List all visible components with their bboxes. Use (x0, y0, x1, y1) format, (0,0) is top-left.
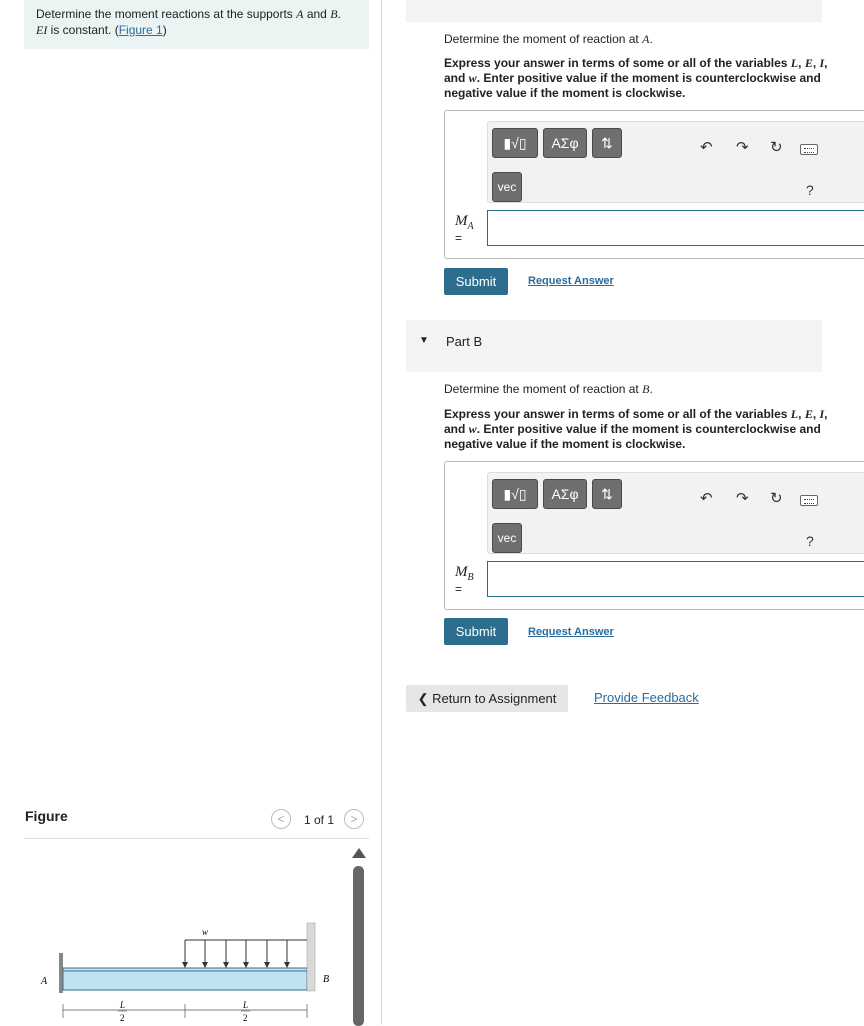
undo-icon[interactable]: ↶ (700, 139, 713, 156)
part-a-instr-text: Express your answer in terms of some or all of the variables (444, 56, 791, 70)
figure-count: 1 of 1 (304, 813, 335, 827)
figure-link[interactable]: Figure 1 (118, 23, 163, 37)
part-a-sub: A (467, 221, 474, 232)
part-b-var-w: w (468, 422, 477, 436)
scroll-up-icon[interactable] (352, 848, 366, 858)
chevron-right-icon[interactable]: > (344, 809, 364, 829)
problem-and: and (303, 7, 331, 21)
part-b-submit-button[interactable]: Submit (444, 618, 508, 645)
label-a: A (41, 976, 48, 987)
reset-icon[interactable]: ↻ (770, 490, 783, 507)
chevron-left-icon[interactable]: < (271, 809, 291, 829)
arrows-button[interactable]: ⇅ (592, 479, 622, 509)
right-panel (382, 0, 864, 1025)
part-b-m: M (455, 564, 468, 580)
caret-down-icon: ▼ (419, 335, 429, 346)
greek-button[interactable]: ΑΣφ (543, 128, 587, 158)
part-a-answer-box (444, 110, 864, 259)
problem-period: . (337, 7, 341, 21)
undo-icon[interactable]: ↶ (700, 490, 713, 507)
part-a-var-i: I (819, 56, 825, 70)
provide-feedback-link[interactable]: Provide Feedback (594, 690, 699, 705)
part-a-var-l: L (790, 56, 799, 70)
part-b-var: B (642, 382, 650, 396)
problem-statement (24, 0, 369, 49)
left-panel (0, 0, 382, 1025)
dim-l-2: L (243, 1000, 249, 1010)
part-a-prompt: Determine the moment of reaction at A. (444, 32, 653, 46)
part-b-request-answer[interactable]: Request Answer (528, 626, 614, 638)
redo-icon[interactable]: ↷ (736, 490, 749, 507)
return-to-assignment-button[interactable] (406, 685, 568, 712)
part-b-prompt: Determine the moment of reaction at B. (444, 382, 653, 396)
greek-button[interactable]: ΑΣφ (543, 479, 587, 509)
load-arrowheads (182, 962, 290, 968)
load-arrows (185, 940, 287, 966)
figure-divider (24, 838, 369, 839)
keyboard-icon[interactable] (800, 495, 818, 506)
support-b-wall (307, 923, 315, 991)
part-a-instr-text-2: . Enter positive value if the moment is counterclockwise and negative value if the moment is clockwise. (444, 71, 821, 100)
part-b-toolbar (487, 472, 864, 554)
problem-close: ) (162, 23, 167, 37)
figure-scrollbar[interactable] (353, 866, 364, 1026)
part-b-instr-text-2: . Enter positive value if the moment is counterclockwise and negative value if the moment is clockwise. (444, 422, 821, 451)
redo-icon[interactable]: ↷ (736, 139, 749, 156)
part-a-var-w: w (468, 71, 477, 85)
help-button[interactable]: ? (806, 182, 814, 198)
part-b-var-label (455, 564, 474, 583)
keyboard-icon[interactable] (800, 144, 818, 155)
vec-button[interactable]: vec (492, 172, 522, 202)
part-a-submit-button[interactable]: Submit (444, 268, 508, 295)
part-b-instructions: Express your answer in terms of some or all of the variables L, E, I, and w. Enter positive value if the moment is counterclockwise and negative value if the moment is clockwise. (444, 407, 828, 451)
part-a-var: A (642, 32, 650, 46)
dim-l-1: L (120, 1000, 126, 1010)
part-b-header[interactable] (406, 320, 822, 372)
var-b: B (330, 7, 338, 21)
part-a-toolbar (487, 121, 864, 203)
label-w: w (202, 927, 209, 937)
return-label: Return to Assignment (432, 691, 557, 706)
label-b: B (323, 974, 330, 985)
templates-button[interactable]: ▮√▯ (492, 128, 538, 158)
part-a-prompt-text: Determine the moment of reaction at (444, 32, 643, 46)
part-a-m: M (455, 213, 468, 229)
templates-button[interactable]: ▮√▯ (492, 479, 538, 509)
part-b-title: Part B (446, 334, 483, 349)
part-a-header (406, 0, 822, 22)
part-b-answer-input[interactable] (487, 561, 864, 597)
part-a-answer-input[interactable] (487, 210, 864, 246)
part-a-instructions: Express your answer in terms of some or all of the variables L, E, I, and w. Enter positive value if the moment is counterclockwise and negative value if the moment is clockwise. (444, 56, 828, 100)
part-b-var-e: E (804, 407, 813, 421)
var-ei: EI (36, 23, 48, 37)
var-a: A (296, 7, 304, 21)
part-b-answer-box (444, 461, 864, 610)
part-b-prompt-text: Determine the moment of reaction at (444, 382, 643, 396)
help-button[interactable]: ? (806, 533, 814, 549)
part-a-request-answer[interactable]: Request Answer (528, 275, 614, 287)
part-b-equals: = (455, 582, 463, 596)
dim-two-1: 2 (120, 1013, 125, 1023)
chevron-left-icon: ❮ (417, 691, 433, 706)
part-a-var-label (455, 213, 474, 232)
beam-figure (24, 920, 344, 1025)
reset-icon[interactable]: ↻ (770, 139, 783, 156)
vec-button[interactable]: vec (492, 523, 522, 553)
part-b-instr-text: Express your answer in terms of some or all of the variables (444, 407, 791, 421)
part-b-var-i: I (819, 407, 825, 421)
part-a-var-e: E (804, 56, 813, 70)
figure-title: Figure (25, 808, 68, 824)
support-a-wall (59, 953, 63, 993)
part-b-sub: B (467, 572, 474, 583)
arrows-button[interactable]: ⇅ (592, 128, 622, 158)
part-a-equals: = (455, 231, 463, 245)
problem-text: Determine the moment reactions at the supports (36, 7, 297, 21)
problem-const: is constant. ( (47, 23, 119, 37)
dim-two-2: 2 (243, 1013, 248, 1023)
dimension-lines (63, 1004, 307, 1018)
part-b-var-l: L (790, 407, 799, 421)
